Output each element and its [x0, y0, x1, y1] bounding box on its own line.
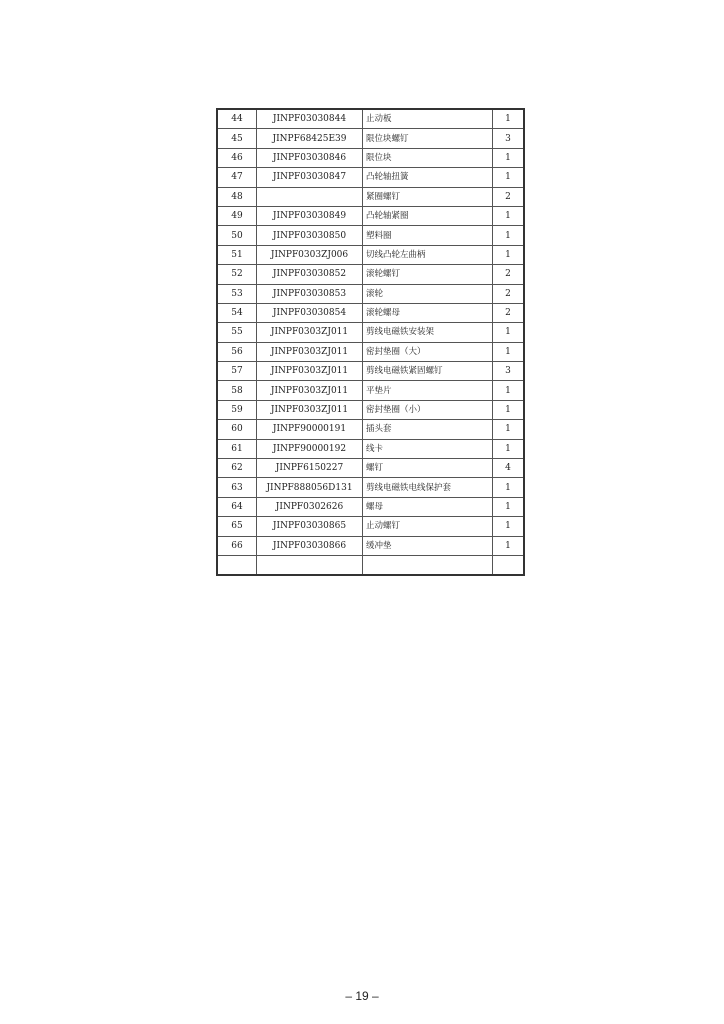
part-name-cell: 滚轮螺母 [363, 303, 493, 322]
quantity-cell: 1 [493, 381, 525, 400]
quantity-cell: 1 [493, 206, 525, 225]
part-code-cell: JINPF68425E39 [257, 129, 363, 148]
quantity-cell: 1 [493, 148, 525, 167]
quantity-cell: 4 [493, 459, 525, 478]
row-number-cell: 54 [217, 303, 257, 322]
part-code-cell: JINPF0302626 [257, 497, 363, 516]
row-number-cell: 53 [217, 284, 257, 303]
table-row [217, 168, 524, 187]
quantity-cell: 2 [493, 265, 525, 284]
part-code-cell: JINPF0303ZJ011 [257, 362, 363, 381]
row-number-cell: 44 [217, 109, 257, 129]
row-number-cell: 48 [217, 187, 257, 206]
page-number: – 19 – [345, 989, 379, 1003]
part-name-cell: 切线凸轮左曲柄 [363, 245, 493, 264]
table-row [217, 497, 524, 516]
quantity-cell: 3 [493, 129, 525, 148]
table-row [217, 187, 524, 206]
part-name-cell: 紧圈螺钉 [363, 187, 493, 206]
table-row [217, 555, 524, 575]
part-name-cell: 止动板 [363, 109, 493, 129]
row-number-cell: 63 [217, 478, 257, 497]
part-code-cell: JINPF6150227 [257, 459, 363, 478]
part-code-cell [257, 187, 363, 206]
part-code-cell: JINPF90000191 [257, 420, 363, 439]
quantity-cell: 2 [493, 303, 525, 322]
table-row [217, 381, 524, 400]
quantity-cell: 1 [493, 536, 525, 555]
quantity-cell: 1 [493, 497, 525, 516]
quantity-cell: 1 [493, 439, 525, 458]
part-code-cell: JINPF03030849 [257, 206, 363, 225]
part-name-cell: 插头套 [363, 420, 493, 439]
table-row [217, 459, 524, 478]
part-code-cell: JINPF888056D131 [257, 478, 363, 497]
row-number-cell: 49 [217, 206, 257, 225]
parts-table-body [217, 109, 524, 575]
part-code-cell: JINPF03030854 [257, 303, 363, 322]
table-row [217, 109, 524, 129]
quantity-cell [493, 555, 525, 575]
part-code-cell [257, 555, 363, 575]
table-row [217, 342, 524, 361]
row-number-cell: 51 [217, 245, 257, 264]
part-code-cell: JINPF03030852 [257, 265, 363, 284]
row-number-cell: 52 [217, 265, 257, 284]
part-code-cell: JINPF0303ZJ011 [257, 400, 363, 419]
part-name-cell: 凸轮轴扭簧 [363, 168, 493, 187]
part-name-cell: 剪线电磁铁安装架 [363, 323, 493, 342]
part-code-cell: JINPF03030866 [257, 536, 363, 555]
part-code-cell: JINPF0303ZJ006 [257, 245, 363, 264]
row-number-cell: 45 [217, 129, 257, 148]
quantity-cell: 1 [493, 420, 525, 439]
row-number-cell: 47 [217, 168, 257, 187]
row-number-cell: 65 [217, 517, 257, 536]
row-number-cell: 57 [217, 362, 257, 381]
table-row [217, 478, 524, 497]
part-code-cell: JINPF0303ZJ011 [257, 323, 363, 342]
part-code-cell: JINPF0303ZJ011 [257, 342, 363, 361]
row-number-cell [217, 555, 257, 575]
row-number-cell: 59 [217, 400, 257, 419]
part-name-cell: 线卡 [363, 439, 493, 458]
table-row [217, 303, 524, 322]
table-row [217, 265, 524, 284]
row-number-cell: 46 [217, 148, 257, 167]
part-code-cell: JINPF03030846 [257, 148, 363, 167]
row-number-cell: 62 [217, 459, 257, 478]
table-row [217, 129, 524, 148]
table-row [217, 323, 524, 342]
part-name-cell: 平垫片 [363, 381, 493, 400]
table-row [217, 362, 524, 381]
part-name-cell: 缓冲垫 [363, 536, 493, 555]
quantity-cell: 1 [493, 400, 525, 419]
row-number-cell: 55 [217, 323, 257, 342]
part-name-cell: 凸轮轴紧圈 [363, 206, 493, 225]
quantity-cell: 2 [493, 187, 525, 206]
part-code-cell: JINPF03030850 [257, 226, 363, 245]
table-row [217, 206, 524, 225]
table-row [217, 420, 524, 439]
part-code-cell: JINPF03030847 [257, 168, 363, 187]
row-number-cell: 50 [217, 226, 257, 245]
part-code-cell: JINPF0303ZJ011 [257, 381, 363, 400]
part-name-cell: 密封垫圈（小） [363, 400, 493, 419]
part-code-cell: JINPF03030865 [257, 517, 363, 536]
part-name-cell: 限位块螺钉 [363, 129, 493, 148]
quantity-cell: 1 [493, 245, 525, 264]
table-row [217, 439, 524, 458]
row-number-cell: 61 [217, 439, 257, 458]
quantity-cell: 2 [493, 284, 525, 303]
part-name-cell: 滚轮 [363, 284, 493, 303]
row-number-cell: 66 [217, 536, 257, 555]
table-row [217, 536, 524, 555]
quantity-cell: 1 [493, 478, 525, 497]
quantity-cell: 3 [493, 362, 525, 381]
quantity-cell: 1 [493, 342, 525, 361]
part-name-cell: 螺钉 [363, 459, 493, 478]
quantity-cell: 1 [493, 226, 525, 245]
row-number-cell: 64 [217, 497, 257, 516]
table-row [217, 148, 524, 167]
quantity-cell: 1 [493, 323, 525, 342]
row-number-cell: 56 [217, 342, 257, 361]
table-row [217, 226, 524, 245]
part-name-cell: 螺母 [363, 497, 493, 516]
table-row [217, 517, 524, 536]
quantity-cell: 1 [493, 109, 525, 129]
part-code-cell: JINPF03030844 [257, 109, 363, 129]
row-number-cell: 58 [217, 381, 257, 400]
table-row [217, 400, 524, 419]
table-row [217, 284, 524, 303]
parts-table [216, 108, 525, 576]
part-name-cell: 剪线电磁铁电线保护套 [363, 478, 493, 497]
part-name-cell: 剪线电磁铁紧固螺钉 [363, 362, 493, 381]
row-number-cell: 60 [217, 420, 257, 439]
part-name-cell: 塑料圈 [363, 226, 493, 245]
part-code-cell: JINPF90000192 [257, 439, 363, 458]
part-name-cell: 止动螺钉 [363, 517, 493, 536]
part-name-cell: 限位块 [363, 148, 493, 167]
quantity-cell: 1 [493, 168, 525, 187]
table-row [217, 245, 524, 264]
part-name-cell: 密封垫圈（大） [363, 342, 493, 361]
part-name-cell: 滚轮螺钉 [363, 265, 493, 284]
quantity-cell: 1 [493, 517, 525, 536]
part-code-cell: JINPF03030853 [257, 284, 363, 303]
part-name-cell [363, 555, 493, 575]
